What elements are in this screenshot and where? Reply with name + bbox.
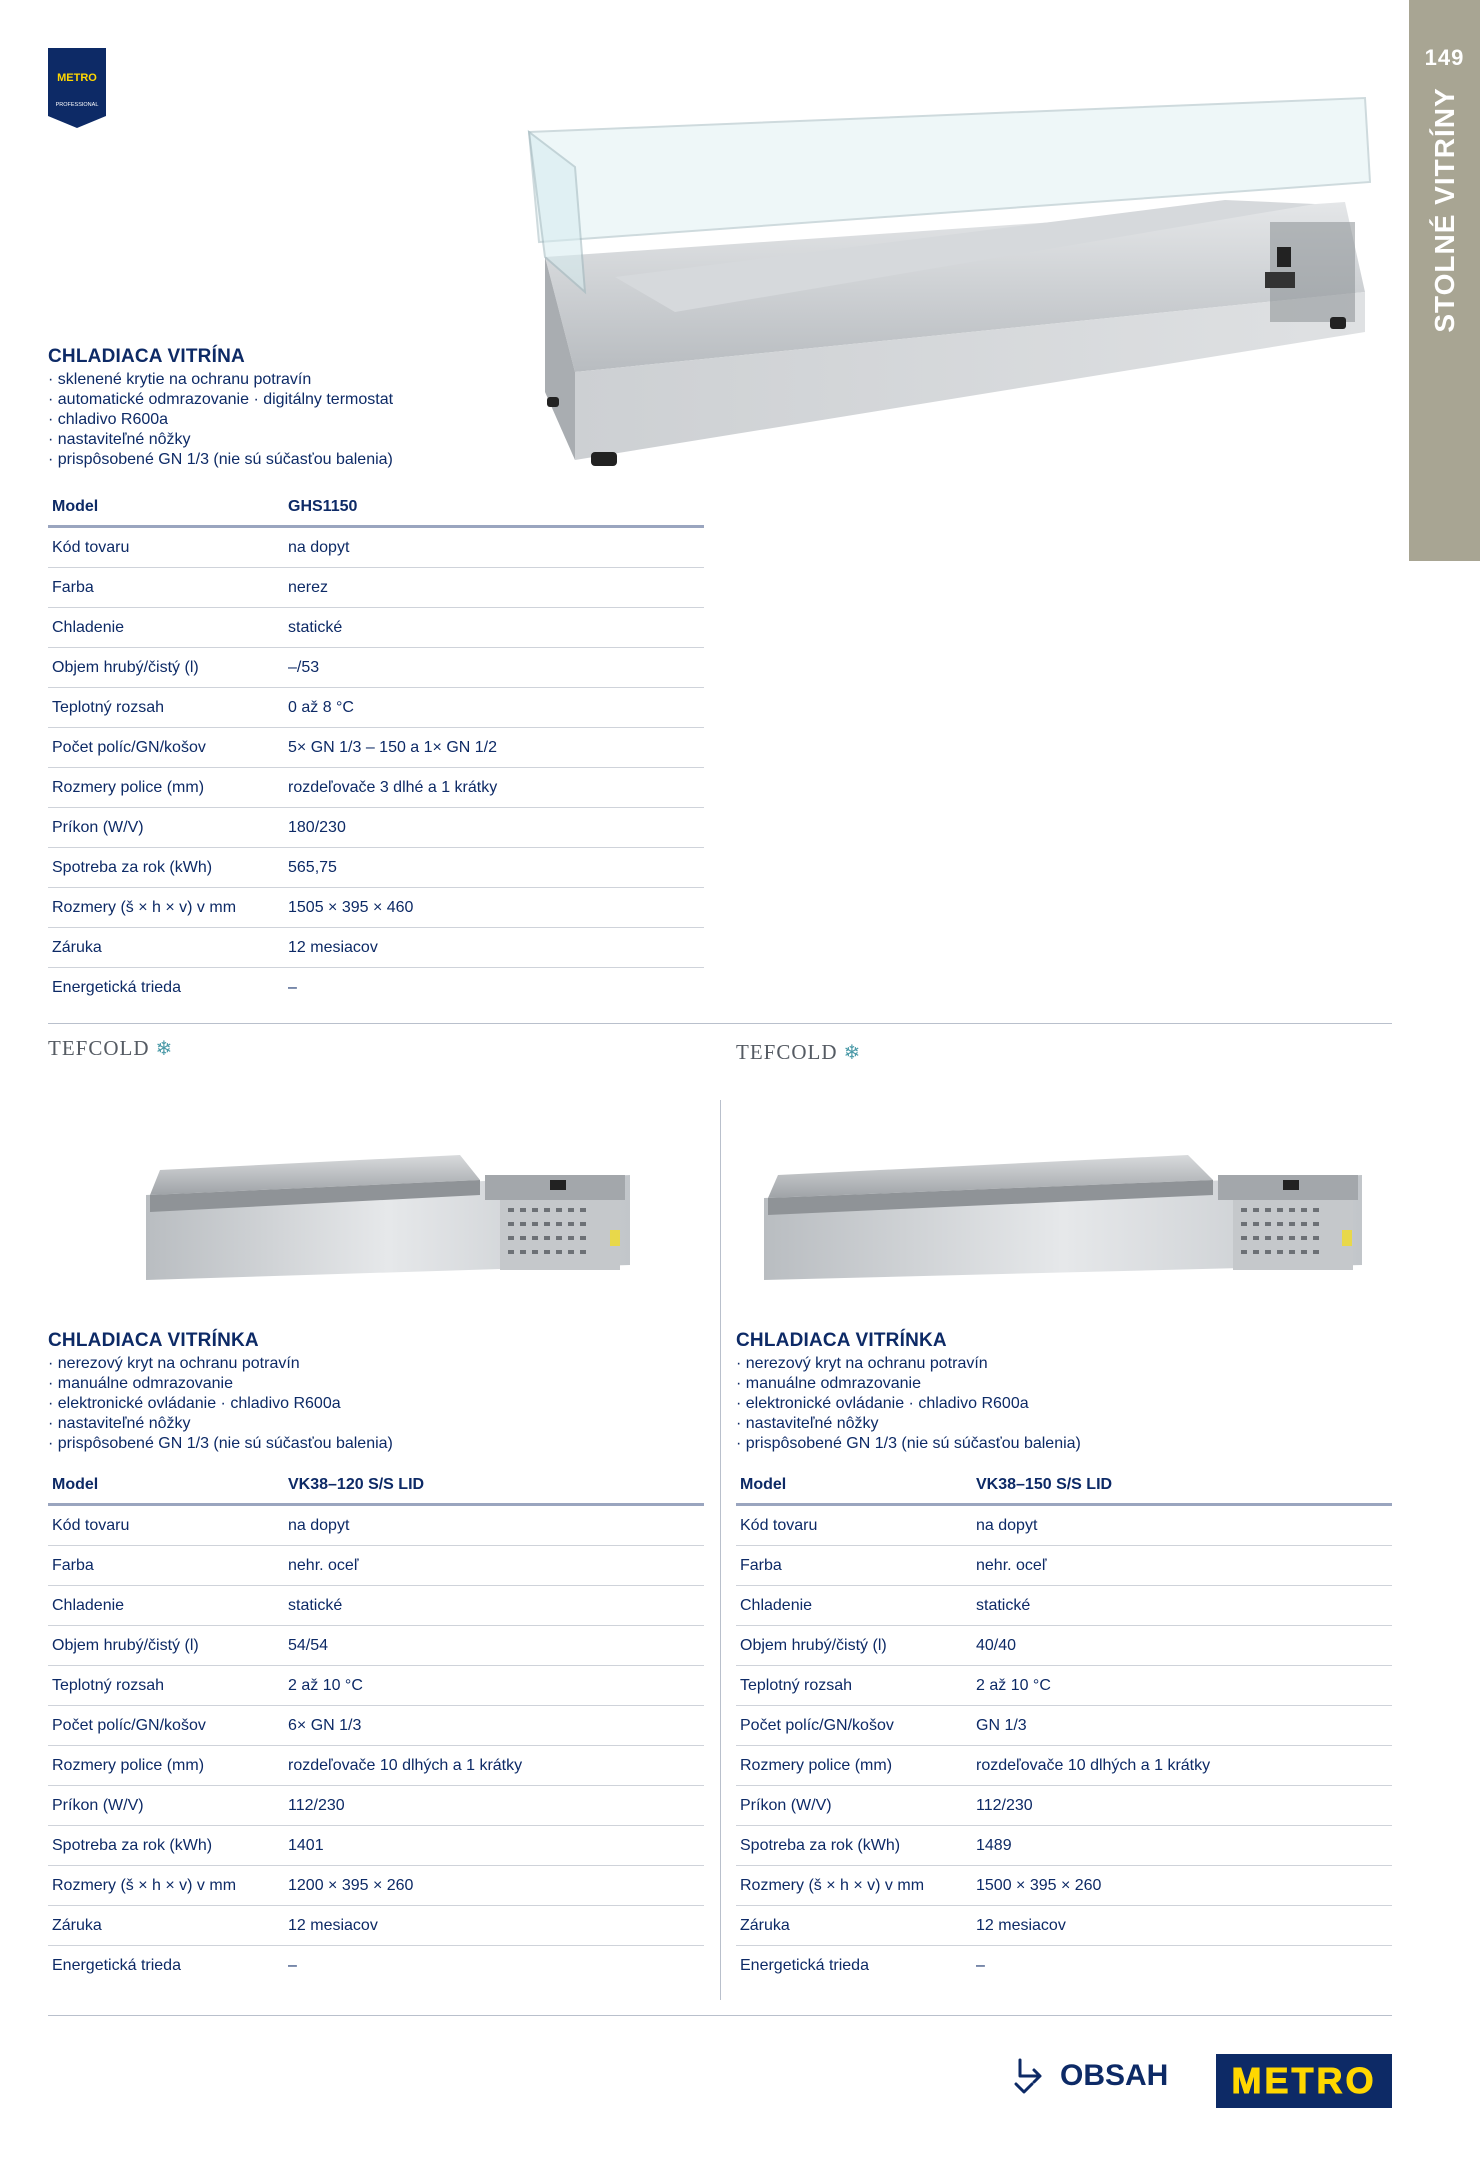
- table-row: [48, 1466, 704, 1506]
- spec-value: 565,75: [288, 858, 337, 876]
- spec-value: 5× GN 1/3 – 150 a 1× GN 1/2: [288, 738, 498, 756]
- spec-value: na dopyt: [288, 538, 350, 556]
- product-2-description: [48, 1330, 708, 1454]
- feature-item: · nerezový kryt na ochranu potravín: [48, 1354, 708, 1374]
- spec-key: Počet políc/GN/košov: [52, 1716, 206, 1734]
- table-row: [736, 1866, 1392, 1906]
- spec-key: Objem hrubý/čistý (l): [52, 658, 199, 676]
- table-row: [736, 1826, 1392, 1866]
- table-row: [48, 1666, 704, 1706]
- table-row: [48, 848, 704, 888]
- spec-value: GN 1/3: [976, 1716, 1027, 1734]
- spec-value: na dopyt: [288, 1516, 350, 1534]
- spec-value: 180/230: [288, 818, 346, 836]
- spec-key: Rozmery (š × h × v) v mm: [740, 1876, 925, 1894]
- tefcold-logo-right: [736, 1040, 861, 1065]
- spec-table-ghs1150: [48, 488, 704, 1008]
- metro-footer-logo: [1216, 2054, 1392, 2108]
- table-row: [48, 488, 704, 528]
- spec-key: Záruka: [52, 1916, 102, 1934]
- spec-value: 1500 × 395 × 260: [976, 1876, 1102, 1894]
- spec-key: Rozmery police (mm): [52, 778, 205, 796]
- table-row: [736, 1586, 1392, 1626]
- table-row: [48, 608, 704, 648]
- section-divider: [48, 1023, 1392, 1024]
- spec-key: Chladenie: [52, 618, 125, 636]
- spec-key: Farba: [740, 1556, 782, 1574]
- spec-value: 112/230: [288, 1796, 345, 1814]
- spec-value: GHS1150: [288, 497, 358, 515]
- spec-value: rozdeľovače 3 dlhé a 1 krátky: [288, 778, 498, 796]
- spec-key: Energetická trieda: [52, 979, 181, 996]
- feature-item: · nastaviteľné nôžky: [48, 1414, 708, 1434]
- spec-key: Rozmery police (mm): [52, 1756, 205, 1774]
- snowflake-icon: ❄: [843, 1042, 862, 1064]
- spec-key: Model: [52, 1475, 99, 1493]
- tefcold-logo-left: [48, 1036, 173, 1061]
- section-title: STOLNÉ VITRÍNY: [1428, 87, 1460, 333]
- spec-value: 1401: [288, 1836, 324, 1854]
- section-tab: [1409, 0, 1480, 561]
- spec-value: nerez: [288, 578, 329, 596]
- spec-key: Energetická trieda: [740, 1957, 869, 1974]
- obsah-label: OBSAH: [1060, 2059, 1169, 2092]
- table-row: [48, 968, 704, 1008]
- spec-value: rozdeľovače 10 dlhých a 1 krátky: [288, 1756, 523, 1774]
- spec-key: Záruka: [740, 1916, 790, 1934]
- spec-value: VK38–120 S/S LID: [288, 1475, 425, 1493]
- table-row: [48, 648, 704, 688]
- table-row: [48, 1746, 704, 1786]
- spec-value: statické: [288, 618, 343, 636]
- feature-item: · nastaviteľné nôžky: [48, 430, 728, 450]
- spec-key: Spotreba za rok (kWh): [52, 1836, 213, 1854]
- table-row: [48, 728, 704, 768]
- table-row: [736, 1746, 1392, 1786]
- footer-divider: [48, 2015, 1392, 2016]
- spec-key: Záruka: [52, 938, 102, 956]
- logo-sub-text: PROFESSIONAL: [55, 102, 99, 108]
- feature-item: · elektronické ovládanie · chladivo R600a: [736, 1394, 1396, 1414]
- spec-key: Spotreba za rok (kWh): [52, 858, 213, 876]
- spec-value: 112/230: [976, 1796, 1033, 1814]
- spec-key: Objem hrubý/čistý (l): [52, 1636, 199, 1654]
- spec-value: 2 až 10 °C: [288, 1676, 363, 1694]
- brand-name: TEFCOLD: [736, 1040, 838, 1064]
- feature-item: · manuálne odmrazovanie: [736, 1374, 1396, 1394]
- spec-value: na dopyt: [976, 1516, 1038, 1534]
- feature-item: · nerezový kryt na ochranu potravín: [736, 1354, 1396, 1374]
- product-3-description: [736, 1330, 1396, 1454]
- table-row: [736, 1946, 1392, 1986]
- feature-item: · prispôsobené GN 1/3 (nie sú súčasťou balenia): [48, 450, 728, 470]
- spec-key: Farba: [52, 578, 94, 596]
- spec-table-vk38-120: [48, 1466, 704, 1986]
- table-row: [48, 888, 704, 928]
- spec-table-vk38-150: [736, 1466, 1392, 1986]
- spec-key: Kód tovaru: [52, 538, 130, 556]
- feature-item: · elektronické ovládanie · chladivo R600a: [48, 1394, 708, 1414]
- column-divider: [720, 1100, 721, 2000]
- spec-value: –/53: [288, 658, 320, 676]
- spec-key: Príkon (W/V): [740, 1796, 832, 1814]
- spec-key: Rozmery (š × h × v) v mm: [52, 1876, 237, 1894]
- spec-key: Spotreba za rok (kWh): [740, 1836, 901, 1854]
- spec-value: 1200 × 395 × 260: [288, 1876, 414, 1894]
- feature-item: · automatické odmrazovanie · digitálny termostat: [48, 390, 728, 410]
- table-row: [48, 1946, 704, 1986]
- table-row: [48, 808, 704, 848]
- table-row: [48, 1706, 704, 1746]
- table-row: [48, 1586, 704, 1626]
- spec-value: 0 až 8 °C: [288, 698, 354, 716]
- metro-professional-logo: [48, 48, 106, 128]
- spec-key: Chladenie: [740, 1596, 813, 1614]
- return-arrow-icon: [1012, 2056, 1052, 2096]
- spec-value: VK38–150 S/S LID: [976, 1475, 1113, 1493]
- spec-value: –: [288, 979, 297, 996]
- feature-item: · nastaviteľné nôžky: [736, 1414, 1396, 1434]
- table-row: [48, 928, 704, 968]
- spec-value: nehr. oceľ: [976, 1556, 1047, 1574]
- obsah-link[interactable]: [1012, 2056, 1168, 2096]
- page-number: 149: [1424, 45, 1465, 70]
- metro-footer-text: METRO: [1231, 2060, 1377, 2101]
- feature-item: · chladivo R600a: [48, 410, 728, 430]
- table-row: [736, 1786, 1392, 1826]
- logo-brand-text: METRO: [57, 72, 97, 84]
- spec-value: 40/40: [976, 1636, 1017, 1654]
- feature-item: · prispôsobené GN 1/3 (nie sú súčasťou balenia): [736, 1434, 1396, 1454]
- table-row: [736, 1506, 1392, 1546]
- table-row: [48, 1626, 704, 1666]
- spec-key: Kód tovaru: [52, 1516, 130, 1534]
- table-row: [736, 1906, 1392, 1946]
- spec-key: Energetická trieda: [52, 1957, 181, 1974]
- product-2-title: CHLADIACA VITRÍNKA: [48, 1330, 259, 1351]
- spec-key: Teplotný rozsah: [52, 1676, 165, 1694]
- spec-key: Rozmery (š × h × v) v mm: [52, 898, 237, 916]
- spec-key: Teplotný rozsah: [52, 698, 165, 716]
- brand-name: TEFCOLD: [48, 1036, 150, 1060]
- table-row: [48, 1866, 704, 1906]
- product-image-vk38-120: [140, 1150, 630, 1285]
- spec-key: Chladenie: [52, 1596, 125, 1614]
- spec-value: rozdeľovače 10 dlhých a 1 krátky: [976, 1756, 1211, 1774]
- product-image-vk38-150: [758, 1150, 1362, 1285]
- spec-value: 1489: [976, 1836, 1012, 1854]
- table-row: [48, 568, 704, 608]
- spec-value: 12 mesiacov: [976, 1916, 1066, 1934]
- snowflake-icon: ❄: [155, 1038, 174, 1060]
- feature-item: · prispôsobené GN 1/3 (nie sú súčasťou balenia): [48, 1434, 708, 1454]
- spec-key: Príkon (W/V): [52, 1796, 144, 1814]
- spec-value: 12 mesiacov: [288, 1916, 378, 1934]
- spec-value: 2 až 10 °C: [976, 1676, 1051, 1694]
- table-row: [736, 1706, 1392, 1746]
- spec-value: nehr. oceľ: [288, 1556, 359, 1574]
- table-row: [736, 1666, 1392, 1706]
- spec-value: –: [288, 1957, 297, 1974]
- spec-value: statické: [976, 1596, 1031, 1614]
- spec-key: Počet políc/GN/košov: [740, 1716, 894, 1734]
- table-row: [48, 1906, 704, 1946]
- spec-key: Farba: [52, 1556, 94, 1574]
- table-row: [48, 768, 704, 808]
- table-row: [736, 1546, 1392, 1586]
- product-1-description: [48, 346, 728, 470]
- feature-item: · sklenené krytie na ochranu potravín: [48, 370, 728, 390]
- spec-value: 1505 × 395 × 460: [288, 898, 414, 916]
- spec-value: –: [976, 1957, 985, 1974]
- spec-key: Objem hrubý/čistý (l): [740, 1636, 887, 1654]
- spec-key: Model: [52, 497, 99, 515]
- feature-item: · manuálne odmrazovanie: [48, 1374, 708, 1394]
- spec-key: Počet políc/GN/košov: [52, 738, 206, 756]
- spec-key: Model: [740, 1475, 787, 1493]
- spec-key: Rozmery police (mm): [740, 1756, 893, 1774]
- spec-value: 6× GN 1/3: [288, 1716, 362, 1734]
- table-row: [48, 688, 704, 728]
- table-row: [48, 1786, 704, 1826]
- table-row: [48, 528, 704, 568]
- table-row: [48, 1826, 704, 1866]
- spec-value: 12 mesiacov: [288, 938, 378, 956]
- table-row: [736, 1466, 1392, 1506]
- table-row: [48, 1546, 704, 1586]
- spec-key: Kód tovaru: [740, 1516, 818, 1534]
- spec-value: statické: [288, 1596, 343, 1614]
- spec-key: Teplotný rozsah: [740, 1676, 853, 1694]
- table-row: [736, 1626, 1392, 1666]
- product-3-title: CHLADIACA VITRÍNKA: [736, 1330, 947, 1351]
- spec-key: Príkon (W/V): [52, 818, 144, 836]
- spec-value: 54/54: [288, 1636, 329, 1654]
- product-1-title: CHLADIACA VITRÍNA: [48, 346, 245, 367]
- table-row: [48, 1506, 704, 1546]
